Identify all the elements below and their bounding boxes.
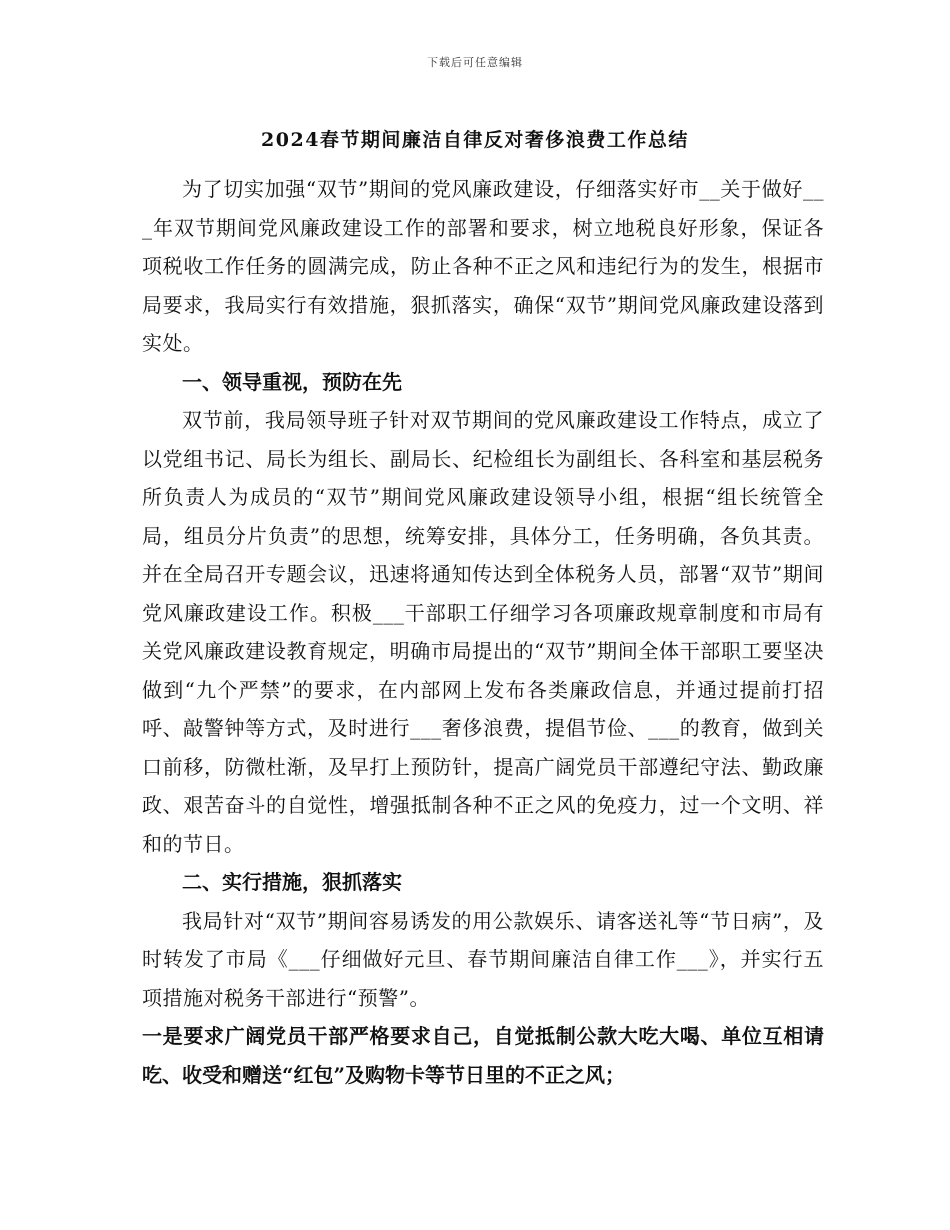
bold-item-paragraph: 一是要求广阔党员干部严格要求自己，自觉抵制公款大吃大喝、单位互相请吃、收受和赠送“红包”及购物卡等节日里的不正之风； xyxy=(142,1024,824,1087)
section-1-paragraph: 双节前，我局领导班子针对双节期间的党风廉政建设工作特点，成立了以党组书记、局长为组长、副局长、纪检组长为副组长、各科室和基层税务所负责人为成员的“双节”期间党风廉政建设领导小组，根据“组长统管全局，组员分片负责”的思想，统筹安排，具体分工，任务明确，各负其责。并在全局召开专题会议，迅速将通知传达到全体税务人员，部署“双节”期间党风廉政建设工作。积极___干部职工仔细学习各项廉政规章制度和市局有关党风廉政建设教育规定，明确市局提出的“双节”期间全体干部职工要坚决做到“九个严禁”的要求，在内部网上发布各类廉政信息，并通过提前打招呼、敲警钟等方式，及时进行___奢侈浪费，提倡节俭、___的教育，做到关口前移，防微杜渐，及早打上预防针，提高广阔党员干部遵纪守法、勤政廉政、艰苦奋斗的自觉性，增强抵制各种不正之风的免疫力，过一个文明、祥和的节日。 xyxy=(142,408,824,856)
section-heading-1: 一、领导重视，预防在先 xyxy=(182,369,402,394)
header-note: 下载后可任意编辑 xyxy=(427,56,523,69)
section-2-paragraph: 我局针对“双节”期间容易诱发的用公款娱乐、请客送礼等“节日病”，及时转发了市局《___仔细做好元旦、春节期间廉洁自律工作___》，并实行五项措施对税务干部进行“预警”。 xyxy=(142,908,824,1010)
intro-paragraph: 为了切实加强“双节”期间的党风廉政建设，仔细落实好市__关于做好___年双节期间党风廉政建设工作的部署和要求，树立地税良好形象，保证各项税收工作任务的圆满完成，防止各种不正之风和违纪行为的发生，根据市局要求，我局实行有效措施，狠抓落实，确保“双节”期间党风廉政建设落到实处。 xyxy=(142,177,824,355)
section-heading-2: 二、实行措施，狠抓落实 xyxy=(182,870,402,894)
document-body xyxy=(142,170,824,1094)
document-title: 2024春节期间廉洁自律反对奢侈浪费工作总结 xyxy=(261,129,689,151)
